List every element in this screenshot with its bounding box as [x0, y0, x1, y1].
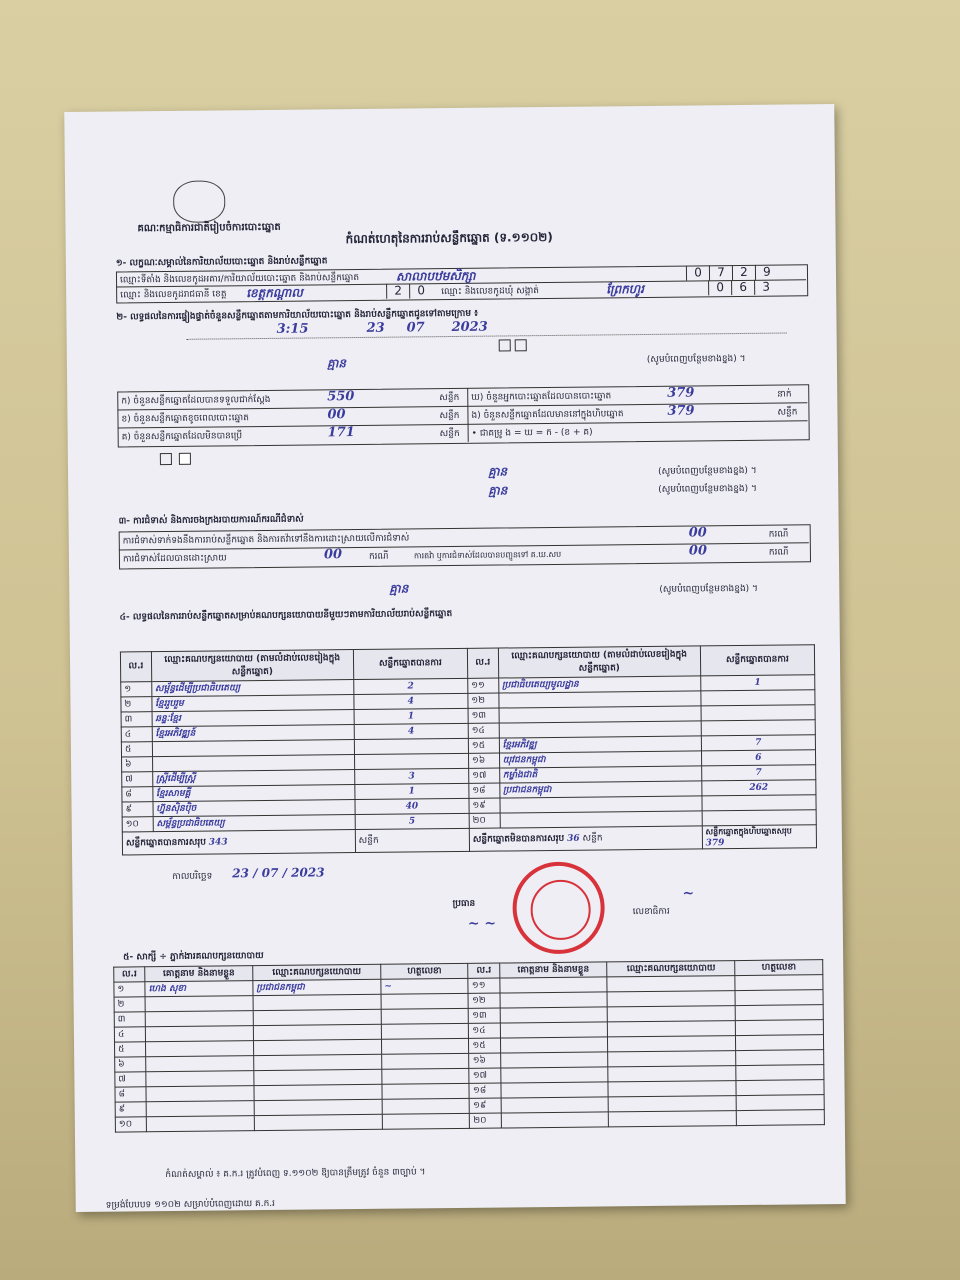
location-code: 0 7 2 9: [686, 265, 778, 281]
count-time: 3:15: [276, 321, 309, 337]
election-form-sheet: [64, 104, 845, 1212]
witness-table: ល.រ គោត្តនាម និងនាមខ្លួន ឈ្មោះគណបក្សនយោបាយ ហត្ថលេខា ល.រ គោត្តនាម និងនាមខ្លួន ឈ្មោះគណបក្សនយោបាយ ហត្ថលេខា ១ ហេង សុខា ប្រជាជនកម្ពុជា ~ ១១ ២ ១២ ៣ ១៣ ៤ ១៤ ៥ ១៥ ៦ ១៦ ៧ ១៧ ៨ ១៨ ៩ ១៩ ១០ ២០: [113, 959, 825, 1132]
province-label: ឈ្មោះ និងលេខកូដរាជធានី ខេត្ត: [120, 289, 227, 301]
table-row: ៣ ឆន្ទៈខ្មែរ 1 ១៣: [121, 705, 815, 727]
table-row: ១ ហេង សុខា ប្រជាជនកម្ពុជា ~ ១១: [114, 975, 823, 997]
table-row: ៥ ១៥ ខ្មែរអភិវឌ្ឍ 7: [121, 735, 815, 757]
table-row: ៨ ១៨: [115, 1080, 824, 1102]
spoiled-value: 00: [327, 407, 346, 423]
forwarded-unit: ករណី: [768, 547, 789, 558]
voters-value: 379: [667, 385, 695, 401]
received-value: 550: [327, 389, 355, 405]
secretary-label: លេខាធិការ: [632, 906, 670, 918]
section3-heading: ៣- ការជំទាស់ និងការចងក្រងរបាយការណ៍ករណីជំទាស់: [118, 514, 304, 527]
section3-note: គ្មាន: [389, 581, 409, 596]
objection-value: 00: [688, 525, 707, 541]
section5-heading: ៥- សាក្សី ÷ ភ្នាក់ងារគណបក្សនយោបាយ: [123, 951, 264, 963]
total-invalid: 36: [567, 833, 580, 844]
note2-value: គ្មាន: [487, 464, 508, 479]
form-title: កំណត់ហេតុនៃការរាប់សន្លឹកឆ្នោត (ទ.១១០២): [345, 229, 553, 247]
box-seal-check: [497, 339, 529, 351]
signing-date: 23 / 07 / 2023: [232, 865, 325, 881]
voters-unit: នាក់: [777, 389, 792, 400]
table-row: ៧ ១៧: [115, 1065, 824, 1087]
province-value: ខេត្តកណ្ដាល: [246, 285, 303, 301]
location-value: សាលាបឋមសិក្សា: [395, 268, 476, 284]
count-year: 2023: [451, 319, 488, 336]
section4-heading: ៤- លទ្ធផលនៃការរាប់សន្លឹកឆ្នោតសម្រាប់គណបក្សនយោបាយនីមួយៗតាមការិយាល័យរាប់សន្លឹកឆ្នោត: [119, 609, 453, 623]
table-row: ៩ ១៩: [115, 1095, 824, 1117]
objection-unit: ករណី: [768, 529, 789, 540]
section2-heading: ២- លទ្ធផលនៃការផ្ទៀងផ្ទាត់ចំនួនសន្លឹកឆ្នោតតាមការិយាល័យបោះឆ្នោត និងរាប់សន្លឹកឆ្នោតជូនទៅតាមក្រោម ៖: [116, 308, 479, 323]
location-label: ឈ្មោះទីតាំង និងលេខកូដអគារ/ការិយាល័យបោះឆ្នោត និងរាប់សន្លឹកឆ្នោត: [119, 272, 360, 286]
objection-label: ការជំទាស់ទាក់ទងនឹងការរាប់សន្លឹកឆ្នោត និងការតវ៉ាទៅនឹងការដោះស្រាយលើការជំទាស់: [122, 533, 410, 547]
table-row: ១០ ២០: [115, 1110, 824, 1132]
total-valid: 343: [208, 836, 228, 848]
count-month: 07: [406, 320, 425, 336]
commune-value: ព្រែកហូរ: [606, 282, 645, 297]
secretary-signature: ~: [682, 885, 695, 902]
section1-heading: ១- លក្ខណៈសម្គាល់នៃការិយាល័យបោះឆ្នោត និងរាប់សន្លឹកឆ្នោត: [115, 256, 328, 269]
forwarded-value: 00: [688, 543, 708, 559]
table-row: ៤ ១៤: [114, 1020, 823, 1042]
received-label: ក) ចំនួនសន្លឹកឆ្នោតដែលបានទទួលជាក់ស្ដែង: [121, 394, 271, 407]
match-checkbox: [158, 453, 193, 465]
unused-value: 171: [327, 425, 355, 441]
table-row: ៧ ស្រ្តីដើម្បីស្រ្តី 3 ១៧ កម្លាំងជាតិ 7: [122, 765, 816, 787]
fill-hint-1: (សូមបំពេញបន្ថែមខាងខ្នង) ។: [646, 353, 746, 365]
in-box-value: 379: [667, 403, 695, 419]
official-stamp-icon: [512, 861, 605, 954]
note-value: គ្មាន: [326, 356, 347, 371]
fill-hint-4: (សូមបំពេញបន្ថែមខាងខ្នង) ។: [659, 583, 759, 595]
table-row: ៥ ១៥: [115, 1035, 824, 1057]
totals-row: សន្លឹកឆ្នោតបានការសរុប 343 សន្លឹក សន្លឹកឆ្នោតមិនបានការសរុប 36 សន្លឹក សន្លឹកឆ្នោតក្នុងហិបឆ្នោតសរុប 379: [122, 825, 816, 855]
total-in-box: 379: [705, 838, 725, 849]
commune-label: ឈ្មោះ និងលេខកូដឃុំ សង្កាត់: [441, 286, 540, 298]
in-box-unit: សន្លឹក: [777, 407, 798, 418]
table-row: ១ សម្ព័ន្ធដើម្បីប្រជាធិបតេយ្យ 2 ១១ ប្រជាធិបតេយ្យមូលដ្ឋាន 1: [121, 675, 815, 697]
chair-label: ប្រធាន: [452, 898, 476, 910]
in-box-label: ង) ចំនួនសន្លឹកឆ្នោតដែលមាននៅក្នុងហិបឆ្នោត: [471, 409, 624, 421]
count-day: 23: [366, 320, 385, 336]
table-row: ៩ ហ្វ៊ុនស៊ិនប៉ិច 40 ១៩: [122, 795, 816, 817]
table-row: ២ ខ្មែររួបរួម 4 ១២: [121, 690, 815, 712]
org-name: គណៈកម្មាធិការជាតិរៀបចំការបោះឆ្នោត: [137, 221, 281, 235]
chair-signature: ~ ~: [467, 915, 497, 932]
form-name: ទម្រង់បែបបទ ១១០២ សម្រាប់បំពេញដោយ គ.ក.រ: [105, 1198, 276, 1211]
unused-label: គ) ចំនួនសន្លឹកឆ្នោតដែលមិនបានប្រើ: [121, 431, 243, 443]
table-row: ៤ ខ្មែរអភិវឌ្ឍន៍ 4 ១៤: [121, 720, 815, 742]
footer-note: កំណត់សម្គាល់ ៖ គ.ក.រ ត្រូវបំពេញ ទ.១១០២ ឱ្យបានត្រឹមត្រូវ ចំនួន ៣ច្បាប់ ។: [165, 1167, 426, 1181]
received-unit: សន្លឹក: [439, 392, 460, 404]
table-row: ២ ១២: [114, 990, 823, 1012]
formula: • ជាគម្រូ ង = ឃ = ក - (ខ + គ): [471, 427, 593, 439]
resolved-unit: ករណី: [368, 551, 389, 562]
province-code: 2 0: [386, 283, 432, 298]
table-row: ៦ ១៦: [115, 1050, 824, 1072]
national-emblem-icon: [173, 180, 225, 223]
table-row: ៨ ខ្មែរសាមគ្គី 1 ១៨ ប្រជាជនកម្ពុជា 262: [122, 780, 816, 802]
table-row: ៦ ១៦ យុវជនកម្ពុជា 6: [122, 750, 816, 772]
voters-label: ឃ) ចំនួនអ្នកបោះឆ្នោតដែលបានបោះឆ្នោត: [471, 391, 612, 403]
spoiled-label: ខ) ចំនួនសន្លឹកឆ្នោតខូចពេលបោះឆ្នោត: [121, 413, 249, 425]
table-row: ១០ សម្ព័ន្ធប្រជាធិបតេយ្យ 5 ២០: [122, 810, 816, 832]
date-label: កាលបរិច្ឆេទ: [172, 871, 213, 882]
note3-value: គ្មាន: [488, 483, 508, 498]
fill-hint-2: (សូមបំពេញបន្ថែមខាងខ្នង) ។: [658, 465, 757, 477]
unused-unit: សន្លឹក: [439, 428, 460, 440]
table-row: ៣ ១៣: [114, 1005, 823, 1027]
commune-code: 0 6 3: [708, 280, 777, 296]
party-results-table: ល.រ ឈ្មោះគណបក្សនយោបាយ (តាមលំដាប់លេខរៀងក្នុងសន្លឹកឆ្នោត) សន្លឹកឆ្នោតបានការ ល.រ ឈ្មោះគណបក្សនយោបាយ (តាមលំដាប់លេខរៀងក្នុងសន្លឹកឆ្នោត) សន្លឹកឆ្នោតបានការ ១ សម្ព័ន្ធដើម្បីប្រជាធិបតេយ្យ 2 ១១ ប្រជាធិបតេយ្យមូលដ្ឋាន 1 ២ ខ្មែររួបរួម 4 ១២ ៣ ឆន្ទៈខ្មែរ 1 ១៣ ៤ ខ្មែរអភិវឌ្ឍន៍ 4 ១៤ ៥ ១៥ ខ្មែរអភិវឌ្ឍ 7 ៦ ១៦ យុវជនកម្ពុជា 6 ៧ ស្រ្តីដើម្បីស្រ្តី 3 ១៧ កម្លាំងជាតិ 7 ៨ ខ្មែរសាមគ្គី 1 ១៨ ប្រជាជនកម្ពុជា 262 ៩ ហ្វ៊ុនស៊ិនប៉ិច 40 ១៩ ១០ សម្ព័ន្ធប្រជាធិបតេយ្យ 5 ២០ សន្លឹកឆ្នោតបានការសរុប 343 សន្លឹក សន្លឹកឆ្នោតមិនបានការសរុប 36 សន្លឹក សន្លឹកឆ្នោតក្នុងហិបឆ្នោតសរុប 379: [120, 644, 817, 855]
resolved-label: ការជំទាស់ដែលបានដោះស្រាយ: [122, 553, 227, 565]
spoiled-unit: សន្លឹក: [439, 410, 460, 422]
fill-hint-3: (សូមបំពេញបន្ថែមខាងខ្នង) ។: [658, 483, 757, 495]
resolved-value: 00: [323, 547, 343, 563]
forwarded-label: ការតវ៉ា ឬការជំទាស់ដែលបានបញ្ជូនទៅ គ.ឃ.សប: [413, 549, 562, 561]
